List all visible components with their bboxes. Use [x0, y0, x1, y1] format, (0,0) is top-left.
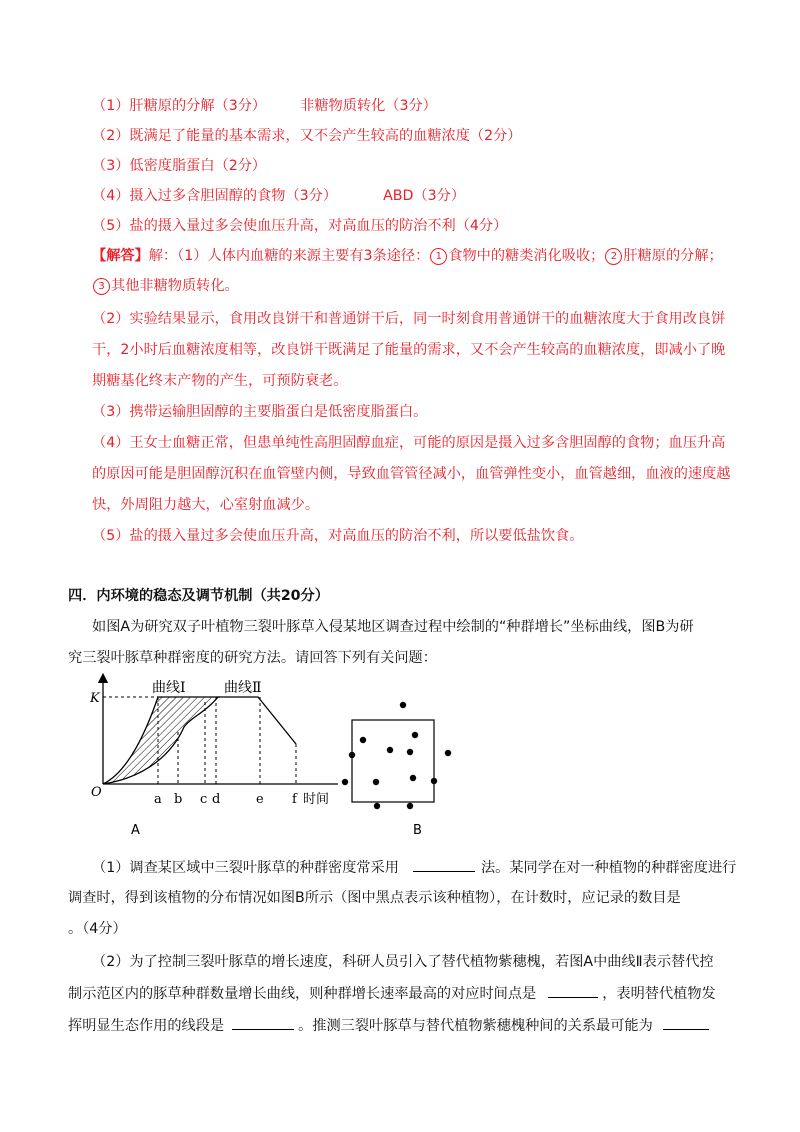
explanation-line-6: （3）携带运输胆固醇的主要脂蛋白是低密度脂蛋白。: [92, 404, 428, 420]
tick-label-e: e: [256, 792, 264, 807]
figure-b-caption: B: [413, 823, 422, 838]
plant-dot: [374, 803, 380, 809]
tick-label-b: b: [174, 792, 183, 807]
question-1-line-1: [92, 857, 736, 878]
plant-dot: [407, 749, 413, 755]
circled-number-1: 1: [430, 248, 447, 265]
explanation-line-5: 期糖基化终末产物的产生，可预防衰老。: [92, 373, 348, 389]
question-text: 。推测三裂叶豚草与替代植物紫穗槐种间的关系最可能为: [298, 1018, 653, 1034]
explanation-text: 其他非糖物质转化。: [111, 278, 239, 294]
figure-a-population-growth-graph: [88, 672, 348, 822]
explanation-text: 肝糖原的分解；: [623, 248, 723, 264]
answer-3: （3）低密度脂蛋白（2分）: [92, 158, 267, 174]
explanation-text: 食物中的糖类消化吸收；: [448, 248, 605, 264]
question-text: 挥明显生态作用的线段是: [68, 1018, 225, 1034]
section-intro-1: 如图A为研究双子叶植物三裂叶豚草入侵某地区调查过程中绘制的“种群增长”坐标曲线，图B为研: [92, 619, 694, 635]
explanation-line-8: 的原因可能是胆固醇沉积在血管壁内侧，导致血管管径减小，血管弹性变小，血管越细，血液的速度越: [92, 466, 731, 482]
plant-dot: [349, 752, 355, 758]
plant-dot: [360, 737, 366, 743]
plant-dot: [410, 775, 416, 781]
explanation-line-1: [92, 246, 723, 266]
k-label: K: [90, 691, 100, 706]
plant-dot: [373, 779, 379, 785]
explanation-line-9: 快，外周阻力越大，心室射血减少。: [92, 497, 320, 513]
curve-1-label: 曲线Ⅰ: [152, 680, 186, 696]
explanation-tag: 【解答】: [92, 248, 149, 264]
curve-2-label: 曲线Ⅱ: [224, 680, 262, 696]
question-text: 法。某同学在对一种植物的种群密度进行: [480, 860, 737, 876]
explanation-line-2: [92, 276, 239, 296]
question-2-line-3: [68, 1015, 709, 1036]
answer-5: （5）盐的摄入量过多会使血压升高，对高血压的防治不利（4分）: [92, 218, 508, 234]
explanation-line-3: （2）实验结果显示，食用改良饼干和普通饼干后，同一时刻食用普通饼干的血糖浓度大于食用改良饼: [92, 311, 726, 327]
answer-4b-text: ABD（3分）: [383, 188, 466, 204]
question-text: 制示范区内的豚草种群数量增长曲线，则种群增长速率最高的对应时间点是: [68, 986, 537, 1002]
plant-dot: [431, 778, 437, 784]
tick-label-a: a: [154, 792, 162, 807]
answer-blank-4[interactable]: [663, 1015, 709, 1030]
question-2-line-2: [68, 983, 716, 1004]
quadrat-square: [352, 720, 434, 802]
explanation-line-7: （4）王女士血糖正常，但患单纯性高胆固醇血症，可能的原因是摄入过多含胆固醇的食物；血压升高: [92, 435, 726, 451]
question-1-line-3: 。（4分）: [68, 921, 127, 937]
circled-number-3: 3: [93, 278, 110, 295]
explanation-text: 解：（1）人体内血糖的来源主要有3条途径：: [148, 248, 430, 264]
plant-dot: [400, 702, 406, 708]
plant-dot: [342, 779, 348, 785]
question-2-line-1: （2）为了控制三裂叶豚草的增长速度，科研人员引入了替代植物紫穗槐，若图A中曲线Ⅱ表示替代控: [92, 954, 714, 970]
origin-label: O: [91, 785, 102, 800]
explanation-line-10: （5）盐的摄入量过多会使血压升高，对高血压的防治不利，所以要低盐饮食。: [92, 528, 584, 544]
answer-4: [92, 186, 465, 206]
answer-blank-1[interactable]: [413, 857, 475, 872]
answer-1: [92, 96, 437, 116]
question-text: ，表明替代植物发: [602, 986, 716, 1002]
plant-dot: [387, 747, 393, 753]
time-axis-label: 时间: [303, 792, 330, 807]
answer-4-text: （4）摄入过多含胆固醇的食物（3分）: [92, 188, 338, 204]
figure-b-quadrat-sampling: [333, 688, 463, 818]
section-heading: 四．内环境的稳态及调节机制（共20分）: [68, 588, 329, 604]
plant-dot: [412, 732, 418, 738]
question-text: （1）调查某区域中三裂叶豚草的种群密度常采用: [92, 860, 399, 876]
tick-label-f: f: [292, 792, 297, 807]
circled-number-2: 2: [605, 248, 622, 265]
tick-label-c: c: [200, 792, 208, 807]
explanation-line-4: 干，2小时后血糖浓度相等，改良饼干既满足了能量的需求，又不会产生较高的血糖浓度，即减小了晚: [92, 342, 726, 358]
answer-2: （2）既满足了能量的基本需求，又不会产生较高的血糖浓度（2分）: [92, 128, 522, 144]
tick-label-d: d: [212, 792, 221, 807]
plant-dot: [445, 750, 451, 756]
answer-1-text: （1）肝糖原的分解（3分）: [92, 98, 267, 114]
figure-a-caption: A: [131, 823, 140, 838]
question-1-line-2: 调查时，得到该植物的分布情况如图B所示（图中黑点表示该种植物），在计数时，应记录的数目是: [68, 890, 681, 906]
section-intro-2: 究三裂叶豚草种群密度的研究方法。请回答下列有关问题：: [68, 650, 437, 666]
answer-blank-3[interactable]: [232, 1015, 294, 1030]
plant-dot: [407, 803, 413, 809]
answer-blank-2[interactable]: [548, 983, 598, 998]
answer-1b-text: 非糖物质转化（3分）: [300, 98, 437, 114]
